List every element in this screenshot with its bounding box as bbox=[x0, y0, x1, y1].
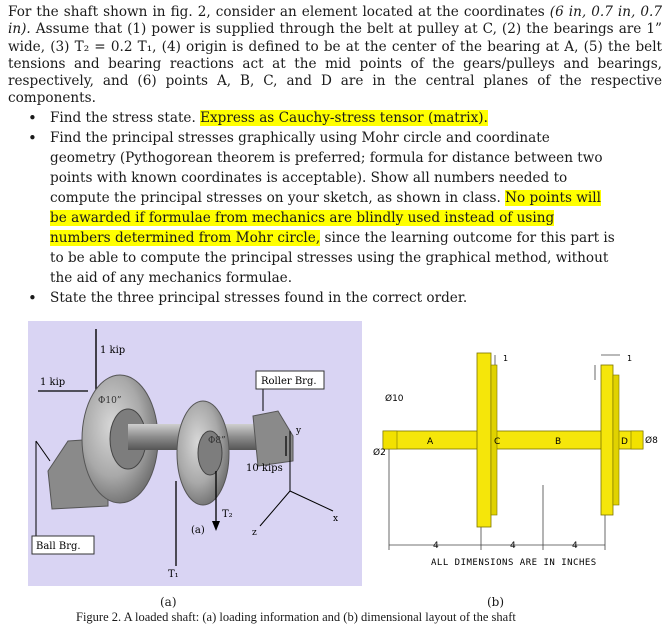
label-dia-10: Ø10 bbox=[385, 394, 404, 404]
label-point-a: A bbox=[427, 437, 434, 447]
problem-statement bbox=[8, 4, 662, 108]
label-roller-brg: Roller Brg. bbox=[261, 376, 317, 387]
label-10kips: 10 kips bbox=[246, 463, 283, 474]
label-axis-x: x bbox=[333, 514, 339, 524]
label-t1: T₁ bbox=[168, 569, 179, 580]
label-axis-y: y bbox=[296, 426, 302, 436]
statement-text-2: Assume that (1) power is supplied through the belt at pulley at C, (2) the bearings are 1” wide, (3) T₂ = 0.2 T₁, (4) origin is defined to be at the center of the bearing at A, (5) the belt tensions and bearing reactions act at the mid points of the gears/pulleys and bearings, respectively, and (6) points A, B, C, and D are in the central planes of the respective components. bbox=[8, 21, 662, 107]
label-dia-2: Ø2 bbox=[373, 448, 386, 458]
label-panel-a: (a) bbox=[191, 525, 205, 536]
task-1-text: Find the stress state. bbox=[50, 110, 201, 126]
figure-b-drawing bbox=[365, 335, 660, 580]
gear-8-face bbox=[613, 375, 619, 505]
label-dia-8: Φ8” bbox=[208, 436, 226, 446]
label-dim-2: 4 bbox=[510, 541, 516, 551]
label-tick-2: 1 bbox=[627, 354, 633, 363]
figure-a-drawing bbox=[28, 321, 362, 586]
label-1kip-top: 1 kip bbox=[100, 345, 126, 356]
gear-8-body bbox=[601, 365, 613, 515]
task-item-principal-stresses bbox=[28, 128, 618, 288]
gear-10-body bbox=[477, 353, 491, 527]
units-note: ALL DIMENSIONS ARE IN INCHES bbox=[431, 558, 597, 568]
task-1-highlight: Express as Cauchy-stress tensor (matrix). bbox=[200, 110, 488, 126]
label-ball-brg: Ball Brg. bbox=[36, 541, 81, 552]
label-1kip-left: 1 kip bbox=[40, 377, 66, 388]
label-axis-z: z bbox=[252, 528, 257, 538]
label-point-b: B bbox=[555, 437, 562, 447]
figure-b-dimension-layout bbox=[365, 335, 660, 580]
roller-bearing-block bbox=[253, 411, 293, 466]
label-dim-1: 4 bbox=[433, 541, 439, 551]
caption-panel-a: (a) bbox=[160, 595, 177, 609]
label-dia-10: Φ10” bbox=[98, 396, 122, 406]
label-point-c: C bbox=[494, 437, 501, 447]
label-dia-8: Ø8 bbox=[645, 436, 658, 446]
task-2-text-1: Find the principal stresses graphically using Mohr circle and coordinate geometry (Pythogorean theorem is preferred; formula for distance between two points with known coordinates is acceptable). Show all numbers needed to compute the principal stresses on your sketch, as shown in class. bbox=[50, 130, 603, 206]
arrowhead bbox=[212, 521, 220, 531]
leader-ball-brg-2 bbox=[36, 441, 50, 461]
task-list bbox=[28, 108, 618, 308]
task-2-text-2: since the learning outcome for this part is to be able to compute the principal stresses using the graphical method, without the aid of any mechanics formulae. bbox=[50, 230, 615, 286]
bearing-a bbox=[383, 431, 397, 449]
figure-caption: Figure 2. A loaded shaft: (a) loading information and (b) dimensional layout of the shaft bbox=[76, 610, 516, 624]
label-t2: T₂ bbox=[222, 509, 233, 520]
label-tick-1: 1 bbox=[503, 354, 509, 363]
task-item-order bbox=[28, 288, 618, 308]
statement-text-1: For the shaft shown in fig. 2, consider an element located at the coordinates bbox=[8, 4, 550, 20]
task-item-stress-state bbox=[28, 108, 618, 128]
task-3-text: State the three principal stresses found in the correct order. bbox=[50, 290, 468, 306]
z-axis bbox=[260, 491, 290, 526]
figure-a-loading-diagram bbox=[28, 321, 362, 586]
task-2-highlight: No points will be awarded if formulae from mechanics are blindly used instead of using numbers determined from Mohr circle, bbox=[50, 190, 601, 246]
x-axis bbox=[290, 491, 333, 511]
bearing-d bbox=[631, 431, 643, 449]
element-coordinates: (6 in, 0.7 in, 0.7 in). bbox=[8, 4, 662, 38]
caption-panel-b: (b) bbox=[487, 595, 505, 609]
label-dim-3: 4 bbox=[572, 541, 578, 551]
label-point-d: D bbox=[621, 437, 628, 447]
